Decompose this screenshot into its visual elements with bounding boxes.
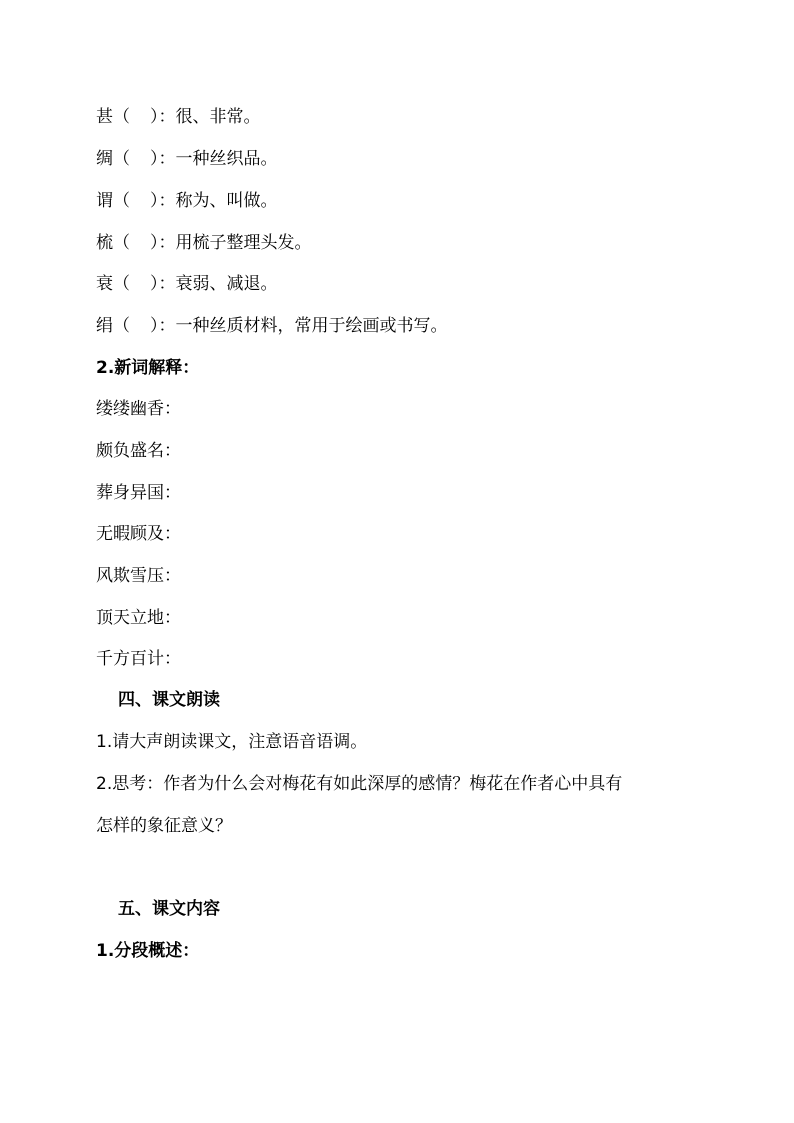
new-word-item: 葬身异国：	[96, 483, 181, 503]
vocab-line	[96, 106, 261, 128]
close-paren: ）	[150, 274, 159, 294]
vocab-line	[96, 148, 278, 170]
close-paren: ）	[150, 149, 159, 169]
vocab-char: 绢	[96, 316, 113, 336]
section-heading-reading: 四、课文朗读	[118, 690, 220, 710]
colon: ：	[158, 316, 176, 336]
colon: ：	[158, 107, 176, 127]
close-paren: ）	[150, 107, 159, 127]
new-word-item: 无暇顾及：	[96, 524, 181, 544]
content-subheading-1: 1.分段概述：	[96, 941, 200, 961]
open-paren: （	[113, 149, 130, 169]
vocab-meaning: 用梳子整理头发。	[175, 233, 312, 253]
vocab-char: 衰	[96, 274, 113, 294]
new-word-item: 顶天立地：	[96, 608, 181, 628]
open-paren: （	[113, 233, 130, 253]
vocab-meaning: 很、非常。	[175, 107, 261, 127]
reading-task-1: 1.请大声朗读课文，注意语音语调。	[96, 732, 368, 752]
new-word-item: 千方百计：	[96, 649, 181, 669]
vocab-meaning: 衰弱、减退。	[175, 274, 278, 294]
vocab-line	[96, 315, 448, 337]
section-heading-content: 五、课文内容	[118, 899, 220, 919]
close-paren: ）	[150, 233, 159, 253]
vocab-char: 梳	[96, 233, 113, 253]
new-words-title: 2.新词解释：	[96, 358, 200, 378]
open-paren: （	[113, 274, 130, 294]
vocab-line	[96, 190, 278, 212]
vocab-meaning: 称为、叫做。	[175, 191, 278, 211]
reading-task-2: 2.思考：作者为什么会对梅花有如此深厚的感情？梅花在作者心中具有	[96, 774, 623, 794]
open-paren: （	[113, 107, 130, 127]
new-word-item: 缕缕幽香：	[96, 399, 181, 419]
vocab-char: 谓	[96, 191, 113, 211]
vocab-line	[96, 273, 278, 295]
close-paren: ）	[150, 316, 159, 336]
vocab-char: 绸	[96, 149, 113, 169]
colon: ：	[158, 274, 176, 294]
colon: ：	[158, 233, 176, 253]
new-word-item: 风欺雪压：	[96, 566, 181, 586]
reading-task-2-continued: 怎样的象征意义？	[96, 816, 232, 836]
vocab-meaning: 一种丝质材料，常用于绘画或书写。	[175, 316, 448, 336]
close-paren: ）	[150, 191, 159, 211]
vocab-meaning: 一种丝织品。	[175, 149, 278, 169]
vocab-line	[96, 232, 312, 254]
open-paren: （	[113, 191, 130, 211]
vocab-char: 甚	[96, 107, 113, 127]
colon: ：	[158, 191, 176, 211]
new-word-item: 颇负盛名：	[96, 441, 181, 461]
open-paren: （	[113, 316, 130, 336]
colon: ：	[158, 149, 176, 169]
